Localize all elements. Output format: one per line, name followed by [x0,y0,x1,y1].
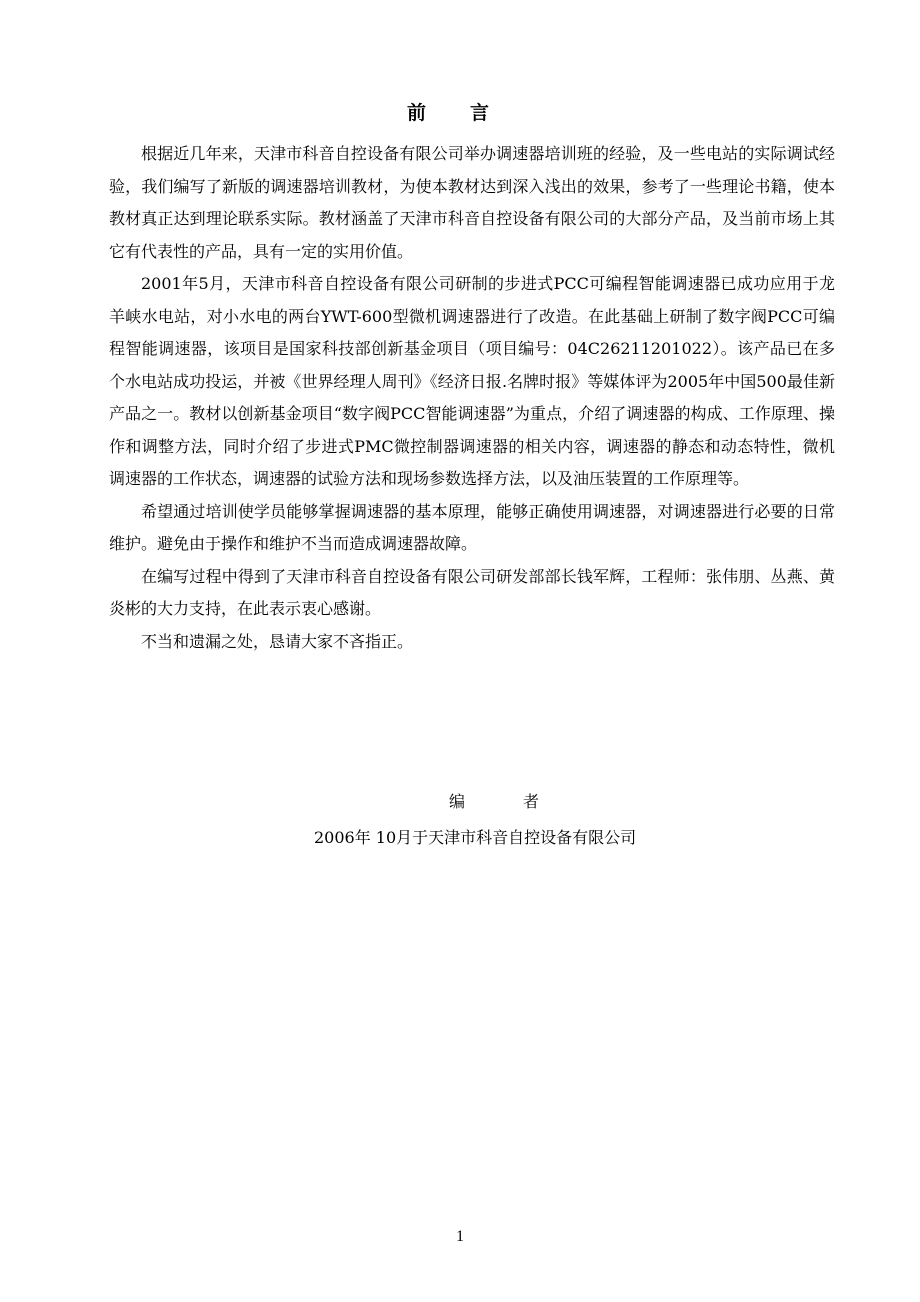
page-title: 前言 [406,102,533,124]
date-line: 2006年 10月于天津市科音自控设备有限公司 [314,828,637,847]
paragraph-1: 根据近几年来，天津市科音自控设备有限公司举办调速器培训班的经验，及一些电站的实际调试经验，我们编写了新版的调速器培训教材，为使本教材达到深入浅出的效果，参考了一些理论书籍，使本教材真正达到理论联系实际。教材涵盖了天津市科音自控设备有限公司的大部分产品，及当前市场上其它有代表性的产品，具有一定的实用价值。 [109,144,835,261]
paragraph-2: 2001年5月，天津市科音自控设备有限公司研制的步进式PCC可编程智能调速器已成功应用于龙羊峡水电站，对小水电的两台YWT-600型微机调速器进行了改造。在此基础上研制了数字阀PCC可编程智能调速器，该项目是国家科技部创新基金项目（项目编号：04C26211201022）。该产品已在多个水电站成功投运，并被《世界经理人周刊》《经济日报.名牌时报》等媒体评为2005年中国500最佳新产品之一。教材以创新基金项目“数字阀PCC智能调速器”为重点，介绍了调速器的构成、工作原理、操作和调整方法，同时介绍了步进式PMC微控制器调速器的相关内容，调速器的静态和动态特性，微机调速器的工作状态，调速器的试验方法和现场参数选择方法，以及油压装置的工作原理等。 [109,274,835,488]
preface-body [109,138,835,658]
paragraph-5: 不当和遗漏之处，恳请大家不吝指正。 [141,631,414,651]
paragraph-3: 希望通过培训使学员能够掌握调速器的基本原理，能够正确使用调速器，对调速器进行必要的日常维护。避免由于操作和维护不当而造成调速器故障。 [109,501,835,553]
paragraph-4: 在编写过程中得到了天津市科音自控设备有限公司研发部部长钱军辉，工程师：张伟朋、丛燕、黄炎彬的大力支持，在此表示衷心感谢。 [109,566,835,618]
author-signature: 编者 [449,792,598,811]
page-number: 1 [456,1228,464,1245]
